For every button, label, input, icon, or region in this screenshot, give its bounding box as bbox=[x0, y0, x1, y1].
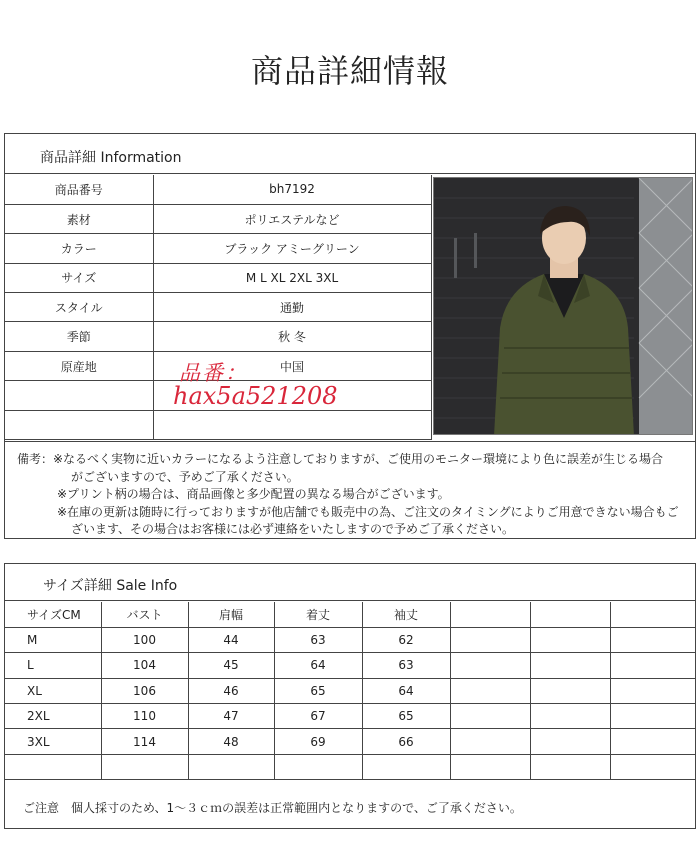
size-cell bbox=[188, 754, 274, 779]
size-column-header: 袖丈 bbox=[362, 602, 450, 627]
size-cell: 48 bbox=[188, 729, 274, 754]
size-cell: L bbox=[5, 653, 101, 678]
size-cell: 63 bbox=[274, 627, 362, 652]
size-table bbox=[5, 602, 695, 780]
product-photo bbox=[433, 177, 693, 435]
size-cell: 104 bbox=[101, 653, 188, 678]
spec-row bbox=[5, 175, 431, 204]
spec-value: 通勤 bbox=[153, 293, 431, 322]
spec-value bbox=[153, 410, 431, 439]
size-row bbox=[5, 653, 695, 678]
size-cell: 3XL bbox=[5, 729, 101, 754]
size-cell: 2XL bbox=[5, 704, 101, 729]
size-column-header: 肩幅 bbox=[188, 602, 274, 627]
size-column-header bbox=[530, 602, 610, 627]
spec-label: スタイル bbox=[5, 293, 153, 322]
note-line: 備考：※なるべく実物に近いカラーになるよう注意しておりますが、ご使用のモニター環境により色に誤差が生じる場合 bbox=[17, 452, 664, 466]
size-cell bbox=[610, 754, 695, 779]
size-cell bbox=[450, 627, 530, 652]
size-cell bbox=[530, 704, 610, 729]
size-cell: 65 bbox=[362, 704, 450, 729]
size-cell bbox=[530, 678, 610, 703]
size-cell bbox=[530, 627, 610, 652]
size-section-header: サイズ詳細 Sale Info bbox=[5, 564, 695, 601]
note-line: ざいます、その場合はお客様には必ず連絡をいたしますので予めご了承ください。 bbox=[71, 522, 515, 536]
spec-value: bh7192 bbox=[153, 175, 431, 204]
detail-section-header: 商品詳細 Information bbox=[5, 134, 695, 174]
size-row bbox=[5, 627, 695, 652]
size-row bbox=[5, 678, 695, 703]
size-cell: 44 bbox=[188, 627, 274, 652]
spec-value: ポリエステルなど bbox=[153, 204, 431, 233]
spec-value: ブラック アミーグリーン bbox=[153, 234, 431, 263]
spec-row bbox=[5, 204, 431, 233]
spec-label: 原産地 bbox=[5, 351, 153, 380]
size-cell bbox=[610, 627, 695, 652]
size-cell: XL bbox=[5, 678, 101, 703]
note-line: がございますので、予めご了承ください。 bbox=[71, 469, 299, 484]
size-cell: 67 bbox=[274, 704, 362, 729]
size-row bbox=[5, 704, 695, 729]
size-cell bbox=[610, 704, 695, 729]
size-cell: 114 bbox=[101, 729, 188, 754]
size-column-header bbox=[450, 602, 530, 627]
spec-row bbox=[5, 322, 431, 351]
size-cell bbox=[362, 754, 450, 779]
size-cell: 64 bbox=[362, 678, 450, 703]
size-cell bbox=[530, 754, 610, 779]
size-cell bbox=[450, 754, 530, 779]
size-cell bbox=[450, 653, 530, 678]
spec-label: 素材 bbox=[5, 204, 153, 233]
size-column-header bbox=[610, 602, 695, 627]
size-column-header: バスト bbox=[101, 602, 188, 627]
size-cell: 64 bbox=[274, 653, 362, 678]
watermark-label: 品番： bbox=[179, 361, 248, 385]
size-cell bbox=[530, 729, 610, 754]
size-header-row bbox=[5, 602, 695, 627]
size-row bbox=[5, 729, 695, 754]
spec-label: カラー bbox=[5, 234, 153, 263]
notes-block bbox=[5, 441, 695, 537]
size-cell: 100 bbox=[101, 627, 188, 652]
size-cell: 106 bbox=[101, 678, 188, 703]
page-title: 商品詳細情報 bbox=[250, 52, 449, 90]
size-cell: 65 bbox=[274, 678, 362, 703]
spec-row bbox=[5, 234, 431, 263]
spec-value: 秋 冬 bbox=[153, 322, 431, 351]
spec-label bbox=[5, 381, 153, 410]
size-cell bbox=[450, 704, 530, 729]
product-code-watermark bbox=[173, 362, 363, 409]
size-cell bbox=[5, 754, 101, 779]
size-cell bbox=[450, 678, 530, 703]
size-cell: 69 bbox=[274, 729, 362, 754]
note-line: ※プリント柄の場合は、商品画像と多少配置の異なる場合がございます。 bbox=[57, 487, 450, 501]
size-cell bbox=[530, 653, 610, 678]
size-info-section bbox=[4, 563, 696, 829]
size-cell bbox=[610, 729, 695, 754]
size-cell bbox=[610, 678, 695, 703]
size-cell bbox=[610, 653, 695, 678]
size-cell: 46 bbox=[188, 678, 274, 703]
size-cell: 62 bbox=[362, 627, 450, 652]
size-cell: 66 bbox=[362, 729, 450, 754]
size-cell: 47 bbox=[188, 704, 274, 729]
size-row bbox=[5, 754, 695, 779]
size-column-header: サイズCM bbox=[5, 602, 101, 627]
note-line: ※在庫の更新は随時に行っておりますが他店舗でも販売中の為、ご注文のタイミングによりご用意できない場合もご bbox=[57, 504, 679, 519]
size-cell: 110 bbox=[101, 704, 188, 729]
size-column-header: 着丈 bbox=[274, 602, 362, 627]
spec-row bbox=[5, 410, 431, 439]
spec-label: 季節 bbox=[5, 322, 153, 351]
size-cell bbox=[450, 729, 530, 754]
spec-label bbox=[5, 410, 153, 439]
spec-label: サイズ bbox=[5, 263, 153, 292]
size-cell: 63 bbox=[362, 653, 450, 678]
size-cell bbox=[101, 754, 188, 779]
spec-row bbox=[5, 263, 431, 292]
size-cell: M bbox=[5, 627, 101, 652]
spec-row bbox=[5, 293, 431, 322]
product-detail-section bbox=[4, 133, 696, 539]
size-cell: 45 bbox=[188, 653, 274, 678]
model-wearing-jacket-image bbox=[434, 178, 693, 435]
size-cell bbox=[274, 754, 362, 779]
spec-value: M L XL 2XL 3XL bbox=[153, 263, 431, 292]
spec-value: 中国 bbox=[153, 351, 431, 380]
watermark-code: hax5a521208 bbox=[173, 382, 338, 411]
spec-label: 商品番号 bbox=[5, 175, 153, 204]
size-footnote: ご注意 個人採寸のため、1～３ｃｍの誤差は正常範囲内となりますので、ご了承ください。 bbox=[23, 801, 522, 815]
